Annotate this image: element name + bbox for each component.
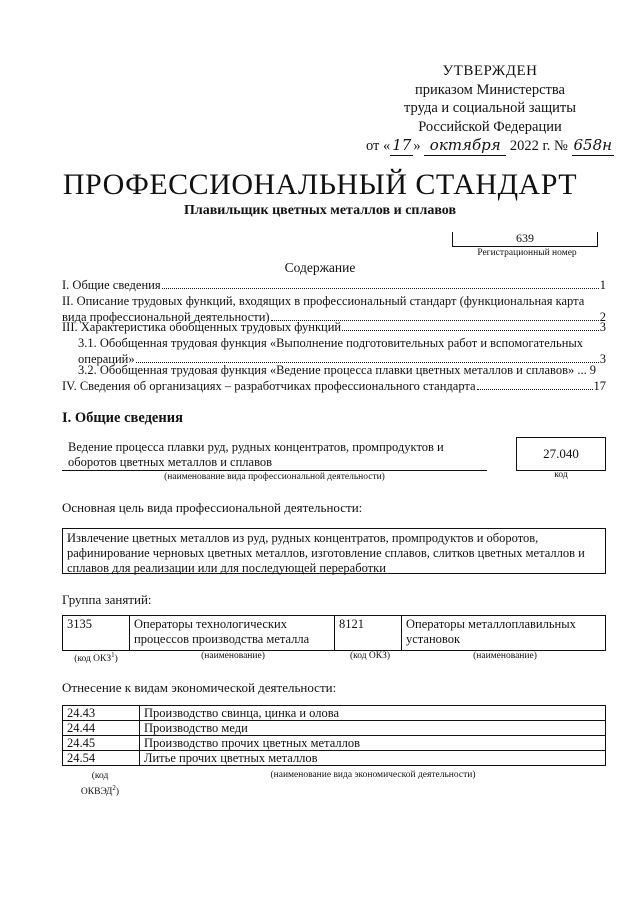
toc-item[interactable]: III. Характеристика обобщенных трудовых функций 3: [62, 320, 606, 334]
okved-code-cell: 24.44: [63, 721, 140, 736]
okved-name-cell: Производство свинца, цинка и олова: [140, 706, 606, 721]
registration-caption: Регистрационный номер: [477, 248, 577, 258]
occupation-group-table: [62, 615, 606, 651]
okz-name-caption: (наименование): [201, 651, 265, 661]
group-label: Группа занятий:: [62, 592, 152, 607]
okved-name-cell: Производство прочих цветных металлов: [140, 736, 606, 751]
handwritten-number: 658н: [573, 136, 613, 154]
okved-table: [62, 705, 606, 766]
divider: [62, 470, 487, 471]
activity-code-caption: код: [554, 470, 568, 480]
okved-code-cell: 24.54: [63, 751, 140, 766]
okved-name-cell: Литье прочих цветных металлов: [140, 751, 606, 766]
approval-date: от « 17 » октября 2022 г. № 658н: [365, 136, 613, 154]
approval-title: УТВЕРЖДЕН: [442, 63, 538, 79]
activity-label: Отнесение к видам экономической деятельности:: [62, 680, 337, 695]
handwritten-day: 17: [392, 136, 412, 154]
okved-code-cell: 24.43: [63, 706, 140, 721]
document-title: ПРОФЕССИОНАЛЬНЫЙ СТАНДАРТ: [62, 168, 578, 201]
table-row: [63, 721, 606, 736]
toc-item[interactable]: II. Описание трудовых функций, входящих в профессиональный стандарт (функциональная карта вида профессиональной деятельности) 2: [62, 294, 606, 324]
goal-label: Основная цель вида профессиональной деятельности:: [62, 500, 363, 515]
toc-item[interactable]: 3.1. Обобщенная трудовая функция «Выполнение подготовительных работ и вспомогательных операций» 3: [78, 336, 606, 366]
table-row: [63, 706, 606, 721]
okved-name-caption: (наименование вида экономической деятельности): [270, 770, 476, 780]
okved-code-caption: (код ОКВЭД$^2$): [80, 771, 120, 798]
okz-code-cell: 8121: [335, 616, 402, 651]
okz-code-cell: 3135: [63, 616, 130, 651]
okved-code-cell: 24.45: [63, 736, 140, 751]
registration-number-box: 639: [452, 232, 598, 247]
document-subtitle: Плавильщик цветных металлов и сплавов: [183, 203, 456, 218]
toc-item[interactable]: IV. Сведения об организациях – разработчиках профессионального стандарта 17: [62, 379, 606, 393]
toc-item[interactable]: I. Общие сведения 1: [62, 278, 606, 292]
okz-name-cell: Операторы технологических процессов производства металла: [130, 616, 335, 651]
toc-item[interactable]: 3.2. Обобщенная трудовая функция «Ведение процесса плавки цветных металлов и сплавов» ... 9: [78, 363, 596, 377]
approval-line: труда и социальной защиты: [404, 100, 576, 116]
okved-name-cell: Производство меди: [140, 721, 606, 736]
table-row: [63, 736, 606, 751]
okz-code-caption: (код ОКЗ): [349, 651, 391, 661]
handwritten-month: октября: [424, 136, 506, 156]
table-row: [63, 751, 606, 766]
approval-line: Российской Федерации: [418, 118, 562, 135]
okz-name-caption: (наименование): [473, 651, 537, 661]
activity-code-box: 27.040: [516, 437, 606, 471]
goal-box: Извлечение цветных металлов из руд, рудных концентратов, промпродуктов и оборотов, рафинирование черновых цветных металлов, изготовление сплавов, слитков цветных металлов и сплавов для реализации или для последующей переработки: [62, 528, 606, 574]
approval-line: приказом Министерства: [415, 81, 565, 98]
okz-name-cell: Операторы металлоплавильных установок: [402, 616, 606, 651]
toc-heading: Содержание: [284, 260, 356, 275]
section-heading: I. Общие сведения: [62, 410, 183, 426]
activity-kind-name: Ведение процесса плавки руд, рудных концентратов, промпродуктов и оборотов цветных металлов и сплавов: [68, 440, 444, 469]
approval-stamp: [360, 62, 620, 156]
okz-code-caption: (код ОКЗ$^1$): [74, 651, 118, 665]
activity-kind-caption: (наименование вида профессиональной деятельности): [164, 472, 385, 482]
